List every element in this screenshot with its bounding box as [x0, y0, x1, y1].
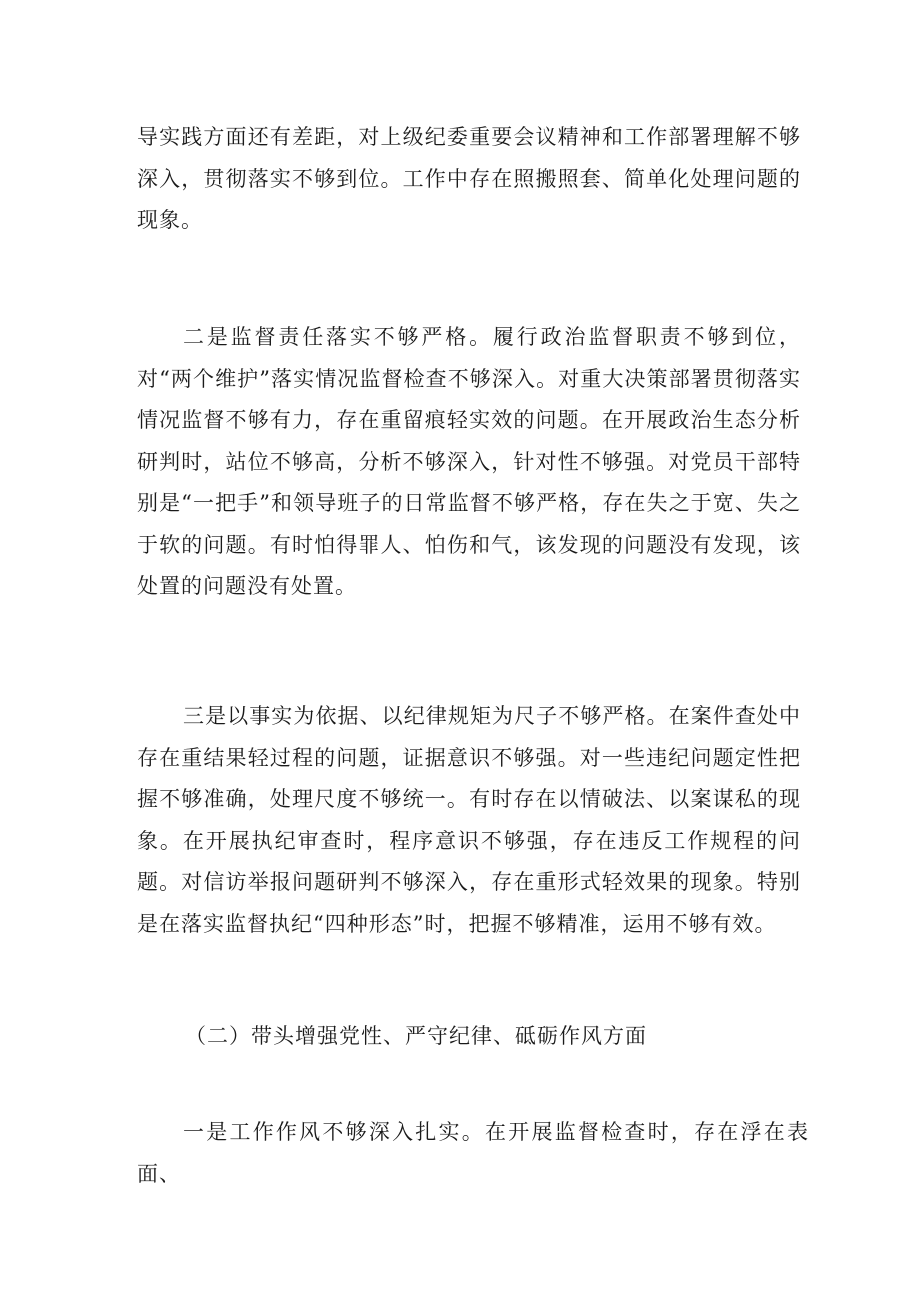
- paragraph-work-style: 一是工作作风不够深入扎实。在开展监督检查时，存在浮在表面、: [137, 1120, 809, 1186]
- section-heading: （二）带头增强党性、严守纪律、砥砺作风方面: [185, 1024, 647, 1048]
- paragraph-supervision-responsibility: 二是监督责任落实不够严格。履行政治监督职责不够到位，对“两个维护”落实情况监督检查不够深入。对重大决策部署贯彻落实情况监督不够有力，存在重留痕轻实效的问题。在开展政治生态分析研判时，站位不够高，分析不够深入，针对性不够强。对党员干部特别是“一把手”和领导班子的日常监督不够严格，存在失之于宽、失之于软的问题。有时怕得罪人、怕伤和气，该发现的问题没有发现，该处置的问题没有处置。: [137, 325, 801, 598]
- paragraph-continuation: 导实践方面还有差距，对上级纪委重要会议精神和工作部署理解不够深入，贯彻落实不够到位。工作中存在照搬照套、简单化处理问题的现象。: [137, 125, 801, 232]
- paragraph-discipline-standards: 三是以事实为依据、以纪律规矩为尺子不够严格。在案件查处中存在重结果轻过程的问题，证据意识不够强。对一些违纪问题定性把握不够准确，处理尺度不够统一。有时存在以情破法、以案谋私的现象。在开展执纪审查时，程序意识不够强，存在违反工作规程的问题。对信访举报问题研判不够深入，存在重形式轻效果的现象。特别是在落实监督执纪“四种形态”时，把握不够精准，运用不够有效。: [137, 704, 801, 936]
